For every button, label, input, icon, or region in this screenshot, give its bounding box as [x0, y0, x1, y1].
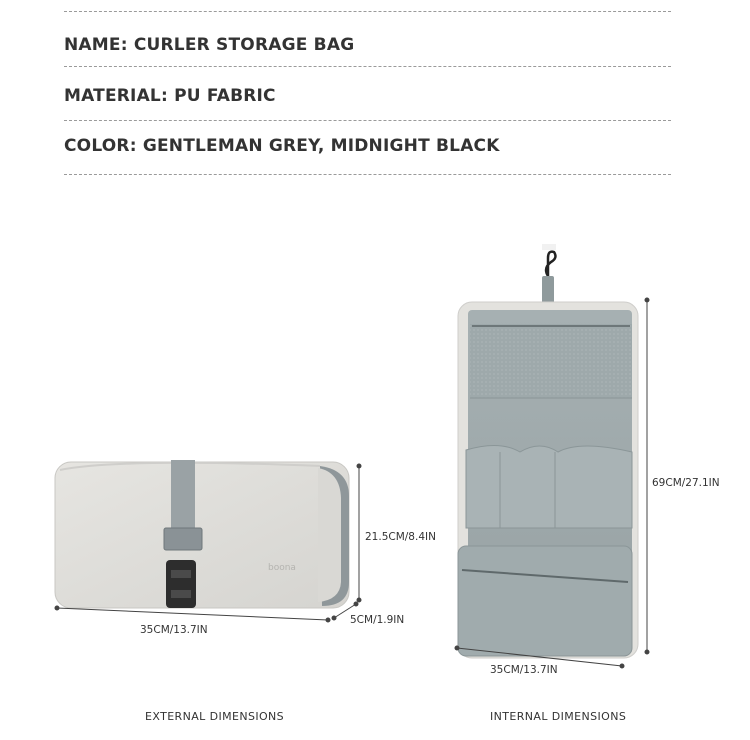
external-width-label: 35CM/13.7IN	[140, 624, 208, 636]
spec-material: MATERIAL: PU FABRIC	[64, 86, 276, 106]
folded-bag	[55, 460, 349, 608]
external-caption: EXTERNAL DIMENSIONS	[145, 710, 285, 723]
external-depth-label: 5CM/1.9IN	[350, 614, 405, 626]
internal-caption: INTERNAL DIMENSIONS	[490, 710, 627, 723]
external-height-label: 21.5CM/8.4IN	[365, 531, 436, 543]
brand-logo: boona	[268, 563, 296, 573]
spec-name: NAME: CURLER STORAGE BAG	[64, 35, 355, 55]
spec-color: COLOR: GENTLEMAN GREY, MIDNIGHT BLACK	[64, 136, 500, 156]
internal-height-label: 69CM/27.1IN	[652, 477, 720, 489]
hanging-bag	[458, 244, 638, 658]
internal-width-label: 35CM/13.7IN	[490, 664, 558, 676]
